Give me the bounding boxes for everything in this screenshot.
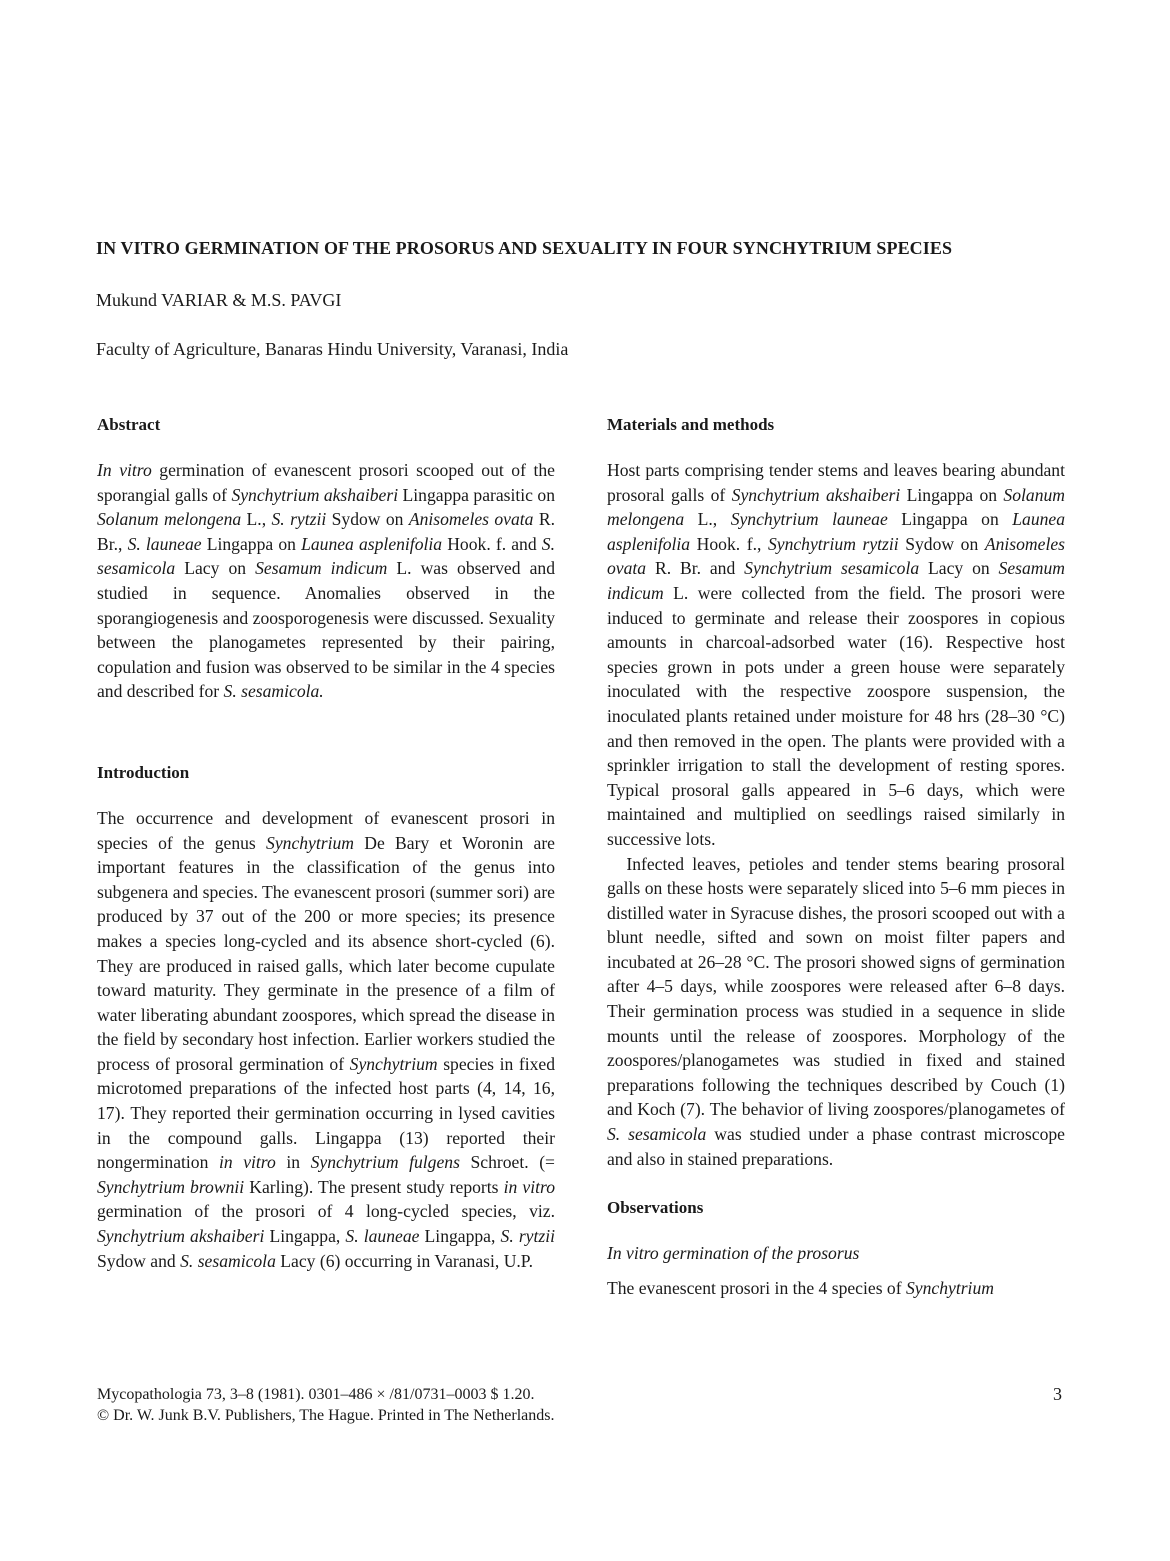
observations-text: The evanescent prosori in the 4 species of Synchytrium bbox=[607, 1277, 994, 1298]
citation-line: Mycopathologia 73, 3–8 (1981). 0301–486 × /81/0731–0003 $ 1.20. bbox=[97, 1386, 535, 1403]
observations-heading: Observations bbox=[607, 1198, 704, 1218]
introduction-text: The occurrence and development of evanescent prosori in species of the genus Synchytrium De Bary et Woronin are important features in the classification of the genus into subgenera and species. The evanescent prosori (summer sori) are produced by 37 out of the 200 or more species; its presence makes a species long-cycled and its absence short-cycled (6). They are produced in raised galls, which later become cupulate toward maturity. They germinate in the presence of a film of water liberating abundant zoospores, which spread the disease in the field by secondary host infection. Earlier workers studied the process of prosoral germination of Synchytrium species in fixed microtomed preparations of the infected host parts (4, 14, 16, 17). They reported their germination occurring in lysed cavities in the compound galls. Lingappa (13) reported their nongermination in vitro in Synchytrium fulgens Schroet. (= Synchytrium brownii Karling). The present study reports in vitro germination of the prosori of 4 long-cycled species, viz. Synchytrium akshaiberi Lingappa, S. launeae Lingappa, S. rytzii Sydow and S. sesamicola Lacy (6) occurring in Varanasi, U.P. bbox=[97, 807, 555, 1271]
abstract-heading: Abstract bbox=[97, 415, 161, 434]
right-column bbox=[607, 414, 1065, 1300]
authors: Mukund VARIAR & M.S. PAVGI bbox=[96, 290, 342, 310]
observations-subheading: In vitro germination of the prosorus bbox=[607, 1243, 860, 1264]
left-column bbox=[97, 414, 555, 1273]
affiliation: Faculty of Agriculture, Banaras Hindu University, Varanasi, India bbox=[96, 339, 569, 359]
page-number: 3 bbox=[1053, 1384, 1062, 1404]
copyright-line: © Dr. W. Junk B.V. Publishers, The Hague. Printed in The Netherlands. bbox=[97, 1407, 555, 1424]
methods-heading: Materials and methods bbox=[607, 415, 775, 434]
methods-paragraph-1: Host parts comprising tender stems and leaves bearing abundant prosoral galls of Synchytrium akshaiberi Lingappa on Solanum melongena L., Synchytrium launeae Lingappa on Launea asplenifolia Hook. f., Synchytrium rytzii Sydow on Anisomeles ovata R. Br. and Synchytrium sesamicola Lacy on Sesamum indicum L. were collected from the field. The prosori were induced to germinate and release their zoospores in copious amounts in charcoal-adsorbed water (16). Respective host species grown in pots under a green house were separately inoculated with the respective zoospore suspension, the inoculated plants retained under moisture for 48 hrs (28–30 °C) and then removed in the open. The plants were provided with a sprinkler irrigation to stall the development of resting spores. Typical prosoral galls appeared in 5–6 days, which were maintained and multiplied on seedlings raised similarly in successive lots. bbox=[607, 460, 1066, 849]
citation-footer bbox=[97, 1384, 554, 1426]
methods-paragraph-2: Infected leaves, petioles and tender stems bearing prosoral galls on these hosts were separately sliced into 5–6 mm pieces in distilled water in Syracuse dishes, the prosori scooped out with a blunt needle, sifted and sown on moist filter papers and incubated at 26–28 °C. The prosori showed signs of germination after 4–5 days, while zoospores were released after 6–8 days. Their germination process was studied in a sequence in slide mounts until the release of zoospores. Morphology of the zoospores/planogametes was studied in fixed and stained preparations following the techniques described by Couch (1) and Koch (7). The behavior of living zoospores/planogametes of S. sesamicola was studied under a phase contrast microscope and also in stained preparations. bbox=[607, 853, 1065, 1169]
abstract-text: In vitro germination of evanescent prosori scooped out of the sporangial galls of Synchytrium akshaiberi Lingappa parasitic on Solanum melongena L., S. rytzii Sydow on Anisomeles ovata R. Br., S. launeae Lingappa on Launea asplenifolia Hook. f. and S. sesamicola Lacy on Sesamum indicum L. was observed and studied in sequence. Anomalies observed in the sporangiogenesis and zoosporogenesis were discussed. Sexuality between the planogametes represented by their pairing, copulation and fusion was observed to be similar in the 4 species and described for S. sesamicola. bbox=[97, 460, 556, 702]
introduction-heading: Introduction bbox=[97, 762, 190, 782]
paper-title: IN VITRO GERMINATION OF THE PROSORUS AND SEXUALITY IN FOUR SYNCHYTRIUM SPECIES bbox=[96, 238, 953, 258]
